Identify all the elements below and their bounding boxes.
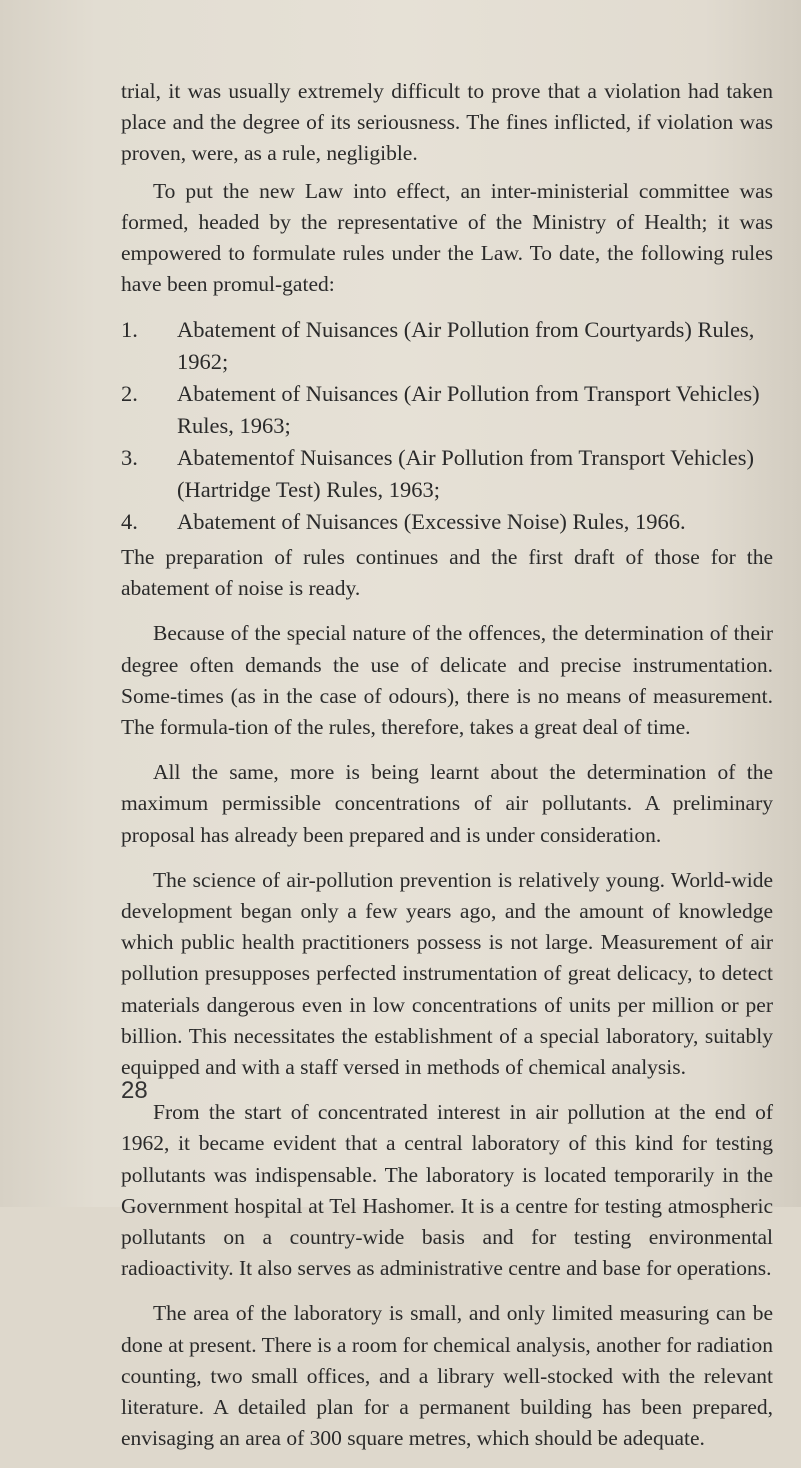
paragraph-laboratory-area: The area of the laboratory is small, and only limited measuring can be done at present. There is a room for chemical analysis, another for radiation counting, two small offices, and a library well-stocked with the relevant literature. A detailed plan for a permanent building has been prepared, envisaging an area of 300 square metres, which should be adequate. [121,1301,773,1451]
list-item [121,442,773,505]
list-item [121,314,773,377]
list-item [121,506,773,538]
paragraph-science: The science of air-pollution prevention is relatively young. World-wide development began only a few years ago, and the amount of knowledge which public health practitioners possess is not large. Measurement of air pollution presupposes perfected instrumentation of great delicacy, to detect materials dangerous even in low concentrations of units per million or per billion. This necessitates the establishment of a special laboratory, suitably equipped and with a staff versed in methods of chemical analysis. [121,867,773,1079]
list-item-text: Abatement of Nuisances (Air Pollution from Transport Vehicles) Rules, 1963; [177,381,760,438]
paragraph-preparation: The preparation of rules continues and the first draft of those for the abatement of noise is ready. [121,544,773,601]
paragraph-concentrations: All the same, more is being learnt about the determination of the maximum permissible concentrations of air pollutants. A preliminary proposal has already been prepared and is under consideration. [121,760,773,847]
paragraph-continuation: trial, it was usually extremely difficult to prove that a violation had taken place and the degree of its seriousness. The fines inflicted, if violation was proven, were, as a rule, negligible. [121,79,773,166]
paragraph-special-nature: Because of the special nature of the offences, the determination of their degree often demands the use of delicate and precise instrumentation. Some-times (as in the case of odours), there is no means of measurement. The formula-tion of the rules, therefore, takes a great deal of time. [121,621,773,739]
paragraph-committee: To put the new Law into effect, an inter-ministerial committee was formed, headed by the representative of the Ministry of Health; it was empowered to formulate rules under the Law. To date, the following rules have been promul-gated: [121,178,773,297]
rules-list [121,314,773,538]
paragraph-central-laboratory: From the start of concentrated interest in air pollution at the end of 1962, it became evident that a central laboratory of this kind for testing pollutants was indispensable. The laboratory is located temporarily in the Government hospital at Tel Hashomer. It is a centre for testing atmospheric pollutants on a country-wide basis and for testing environmental radioactivity. It also serves as administrative centre and base for operations. [121,1100,773,1281]
page-number: 28 [121,1077,148,1104]
list-item [121,378,773,441]
list-item-number: 2. [121,381,138,407]
page-body [121,76,773,1468]
list-item-number: 4. [121,509,138,535]
list-item-number: 3. [121,445,138,471]
list-item-text: Abatement of Nuisances (Excessive Noise) Rules, 1966. [177,509,686,535]
list-item-number: 1. [121,317,138,343]
list-item-text: Abatementof Nuisances (Air Pollution from Transport Vehicles) (Hartridge Test) Rules, 1963; [177,445,755,502]
list-item-text: Abatement of Nuisances (Air Pollution from Courtyards) Rules, 1962; [177,317,755,374]
